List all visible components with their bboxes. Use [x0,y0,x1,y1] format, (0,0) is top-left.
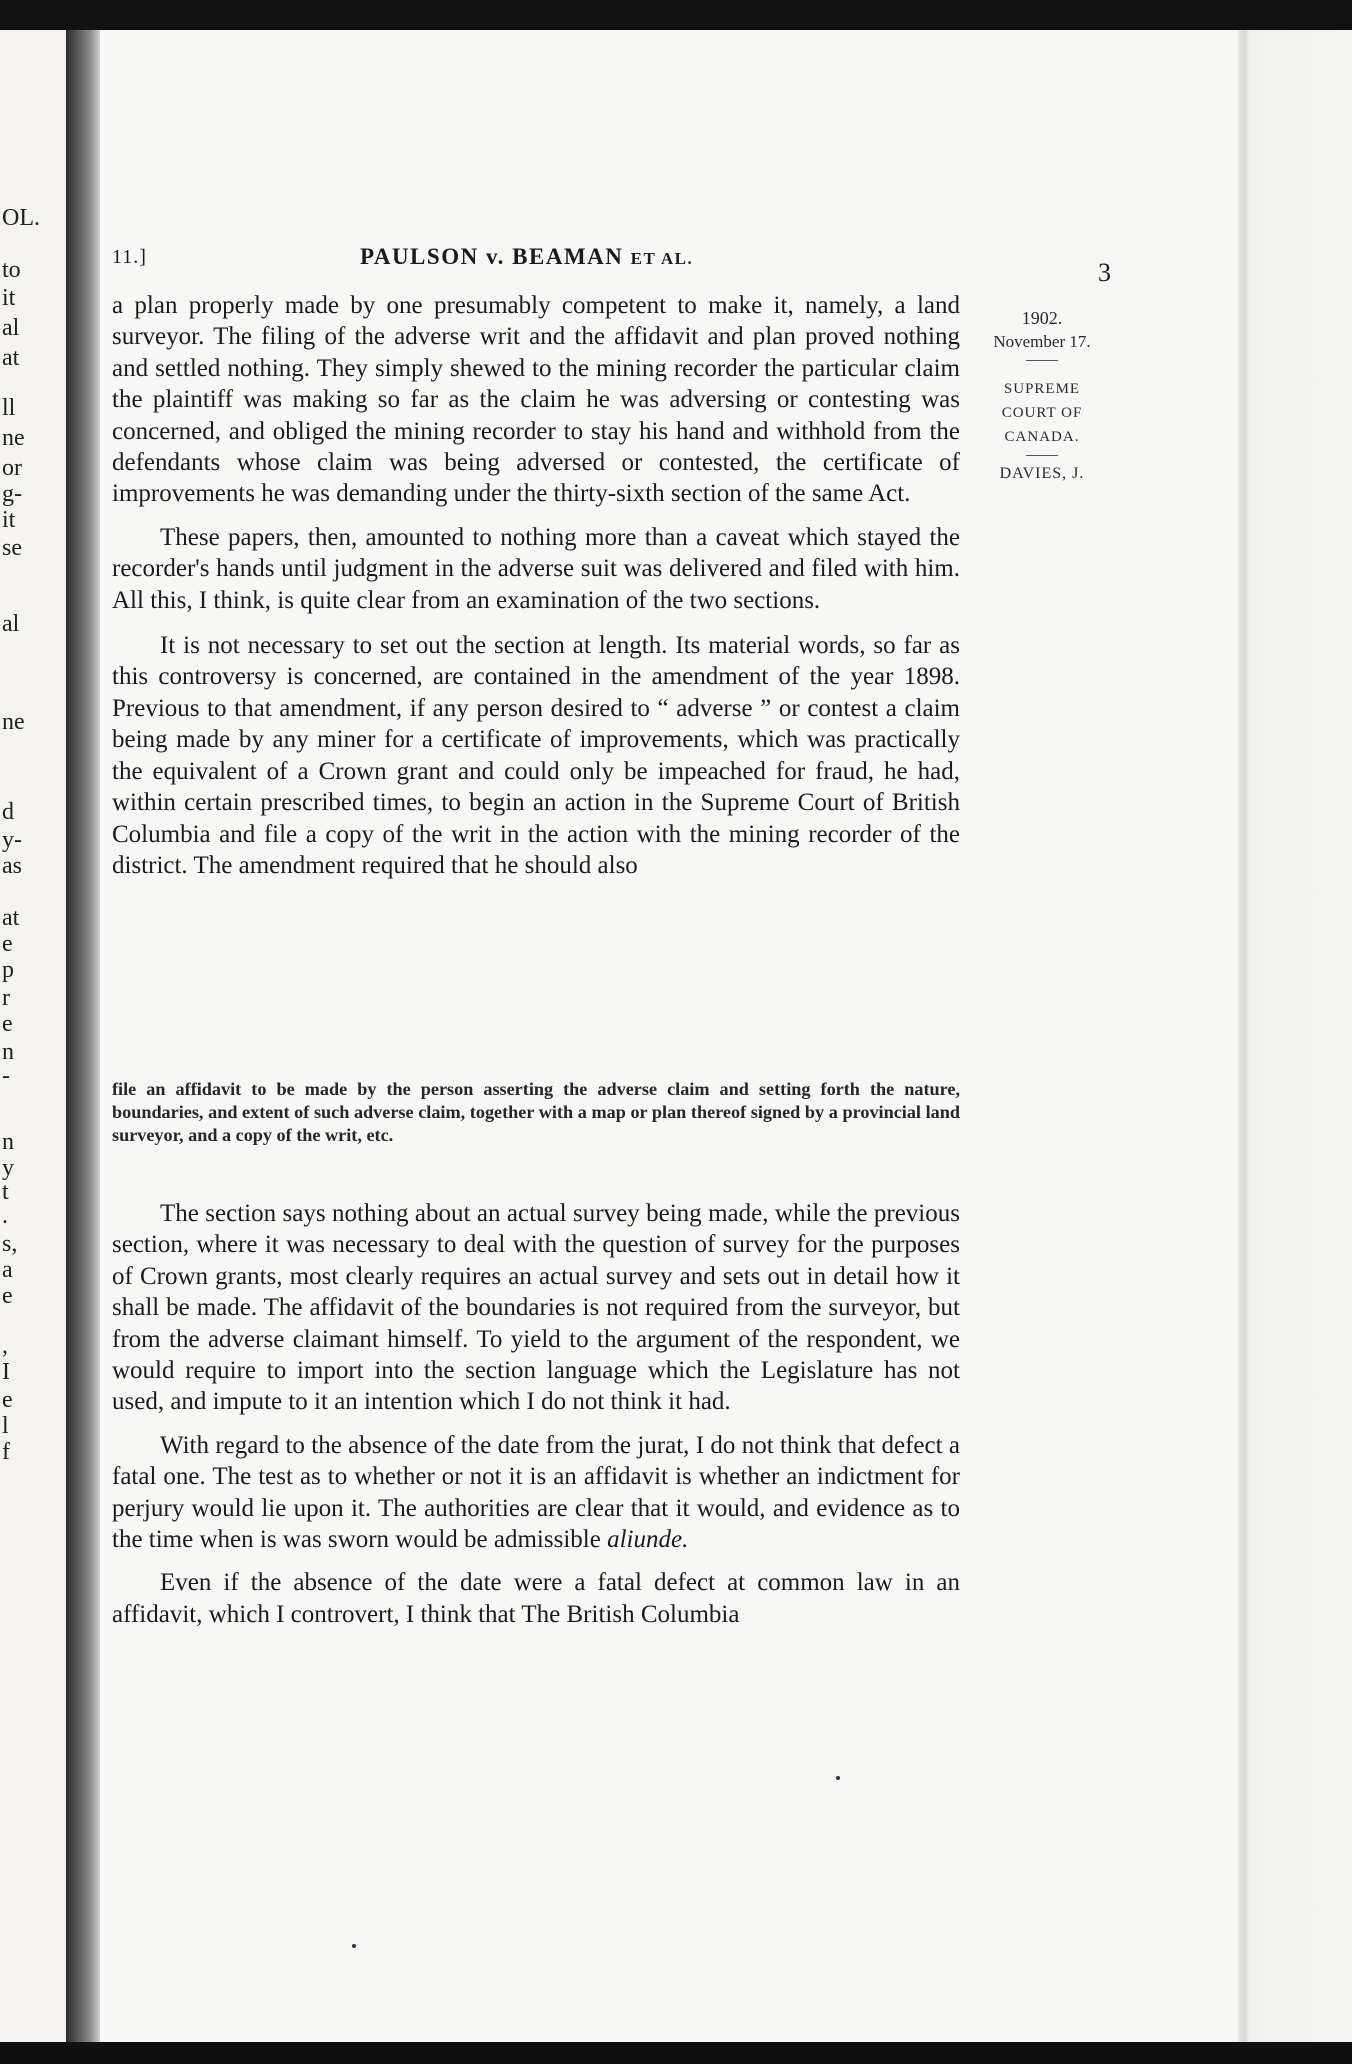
marginal-judge: DAVIES, J. [999,465,1085,482]
previous-page-text-fragment: y- [2,827,22,853]
previous-page-text-fragment: se [2,535,22,561]
previous-page-text-fragment: n [2,1039,14,1065]
marginal-date: November 17. [993,332,1091,351]
previous-page-text-fragment: e [2,1011,13,1037]
previous-page-text-fragment: al [2,611,20,637]
print-speck [352,1944,356,1948]
previous-page-text-fragment: t [2,1179,9,1205]
previous-page-text-fragment: - [2,1063,10,1089]
previous-page-text-fragment: , [2,1333,8,1359]
paragraph: With regard to the absence of the date from the jurat, I do not think that defect a fatal one. The test as to whether or not it is an affidavit is whether an indictment for perjury would lie upon it. The authorities are clear that it would, and evidence as to the time when is was sworn would be admissible aliunde. [112,1431,960,1554]
previous-page-text-fragment: y [2,1155,14,1181]
previous-page-text-fragment: r [2,985,10,1011]
marginal-year: 1902. [1021,308,1063,328]
previous-page-text-fragment: it [2,285,16,311]
page-number: 3 [1098,258,1111,287]
divider [1026,360,1058,361]
previous-page-text-fragment: . [2,1203,8,1229]
paragraph: Even if the absence of the date were a fatal defect at common law in an affidavit, which I controvert, I think that The British Columbia [112,1569,960,1628]
paragraph: These papers, then, amounted to nothing more than a caveat which stayed the recorder's hands until judgment in the adverse suit was delivered and filed with him. All this, I think, is quite clear from an examination of the two sections. [112,523,960,614]
previous-page-text-fragment: as [2,853,22,879]
book-gutter [66,30,100,2050]
previous-page-text-fragment: at [2,905,20,931]
scan-bottom-edge [0,2042,1352,2064]
previous-page-edge [0,30,66,2050]
divider [1026,455,1058,456]
case-title: PAULSON v. BEAMAN ET AL. [360,244,694,269]
previous-page-text-fragment: g- [2,481,22,507]
previous-page-text-fragment: to [2,257,21,283]
marginal-court: SUPREME COURT OF CANADA. [1001,381,1083,445]
paragraph: a plan properly made by one presumably competent to make it, namely, a land surveyor. The filing of the adverse writ and the affidavit and plan proved nothing and settled nothing. They simply shewed to the mining recorder the particular claim the plaintiff was making so far as the claim he was adversing or contesting was concerned, and obliged the mining recorder to stay his hand and withhold from the defendants whose claim was being adversed or contested, the certificate of improvements he was demanding under the thirty-sixth section of the same Act. [112,292,960,508]
main-text-continued [112,1198,960,1630]
previous-page-text-fragment: e [2,1283,13,1309]
block-quote: file an affidavit to be made by the person asserting the adverse claim and setting forth the nature, boundaries, and extent of such adverse claim, together with a map or plan thereof signed by a provincial land surveyor, and a copy of the writ, etc. [112,1079,960,1145]
previous-page-text-fragment: l [2,1413,9,1439]
previous-page-text-fragment: d [2,799,14,825]
previous-page-text-fragment: p [2,957,14,983]
paragraph: The section says nothing about an actual survey being made, while the previous section, where it was necessary to deal with the question of survey for the purposes of Crown grants, most clearly requires an actual survey and sets out in detail how it shall be made. The affidavit of the boundaries is not required from the surveyor, but from the adverse claimant himself. To yield to the argument of the respondent, we would require to import into the section language which the Legislature has not used, and impute to it an intention which I do not think it had. [112,1200,960,1416]
running-head [112,208,1142,287]
previous-page-text-fragment: at [2,345,20,371]
previous-page-text-fragment: e [2,931,13,957]
page-edge-right [1238,30,1352,2050]
previous-page-text-fragment: it [2,507,16,533]
previous-page-text-fragment: n [2,1129,14,1155]
italic-term: aliunde. [607,1526,689,1554]
volume-marker: 11.] [112,246,147,268]
previous-page-text-fragment: OL. [2,205,40,231]
paragraph: It is not necessary to set out the section at length. Its material words, so far as this controversy is concerned, are contained in the amendment of the year 1898. Previous to that amendment, if any person desired to “ adverse ” or contest a claim being made by any miner for a certificate of improvements, which was practically the equivalent of a Crown grant and could only be impeached for fraud, he had, within certain prescribed times, to begin an action in the Supreme Court of British Columbia and file a copy of the writ in the action with the mining recorder of the district. The amendment required that he should also [112,632,960,879]
previous-page-text-fragment: a [2,1257,13,1283]
previous-page-text-fragment: I [2,1359,10,1385]
previous-page-text-fragment: ne [2,709,25,735]
previous-page-text-fragment: e [2,1387,13,1413]
scan-top-edge [0,0,1352,30]
previous-page-text-fragment: s, [2,1231,18,1257]
previous-page-text-fragment: f [2,1439,10,1465]
previous-page-text-fragment: or [2,455,22,481]
print-speck [836,1776,840,1780]
previous-page-text-fragment: ll [2,395,16,421]
marginal-notes [962,306,1122,486]
previous-page-text-fragment: al [2,315,20,341]
main-text [112,290,960,881]
previous-page-text-fragment: ne [2,425,25,451]
